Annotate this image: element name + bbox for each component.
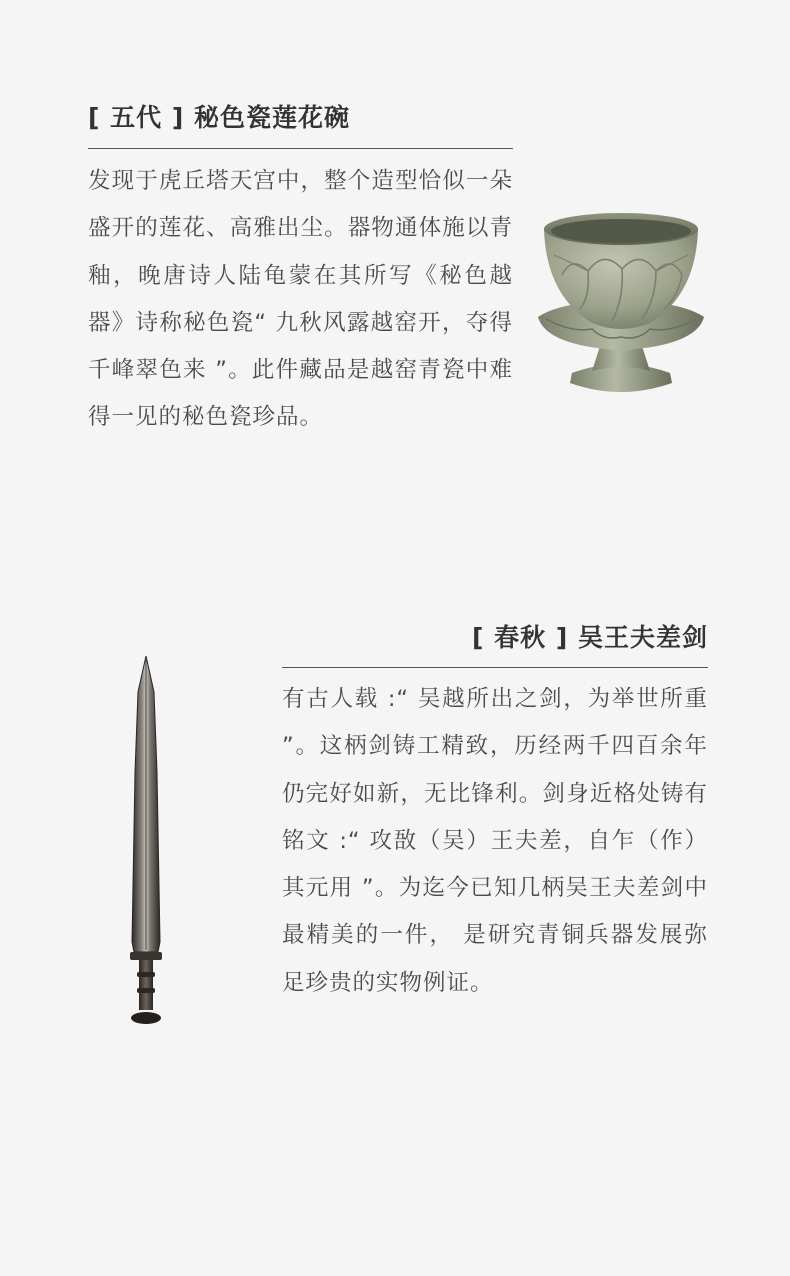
lotus-bowl-image	[532, 205, 710, 397]
section2-title: [ 春秋 ] 吴王夫差剑	[472, 623, 708, 652]
section2-description: 有古人载 :“ 吴越所出之剑，为举世所重 ”。这柄剑铸工精致，历经两千四百余年仍完好如新，无比锋利。剑身近格处铸有铭文 :“ 攻敔（吴）王夫差，自乍（作）其元用 ”。为迄今已知几柄吴王夫差剑中最精美的一件， 是研究青铜兵器发展弥足珍贵的实物例证。	[282, 686, 708, 996]
section1-description: 发现于虎丘塔天宫中，整个造型恰似一朵盛开的莲花、高雅出尘。器物通体施以青釉，晚唐诗人陆龟蒙在其所写《秘色越器》诗称秘色瓷“ 九秋风露越窑开，夺得千峰翠色来 ”。此件藏品是越窑青瓷中难得一见的秘色瓷珍品。	[88, 168, 513, 431]
bronze-sword-image	[124, 652, 170, 1028]
section1-divider	[88, 148, 513, 149]
section1-title: [ 五代 ] 秘色瓷莲花碗	[88, 103, 350, 132]
section2-divider	[282, 667, 708, 668]
